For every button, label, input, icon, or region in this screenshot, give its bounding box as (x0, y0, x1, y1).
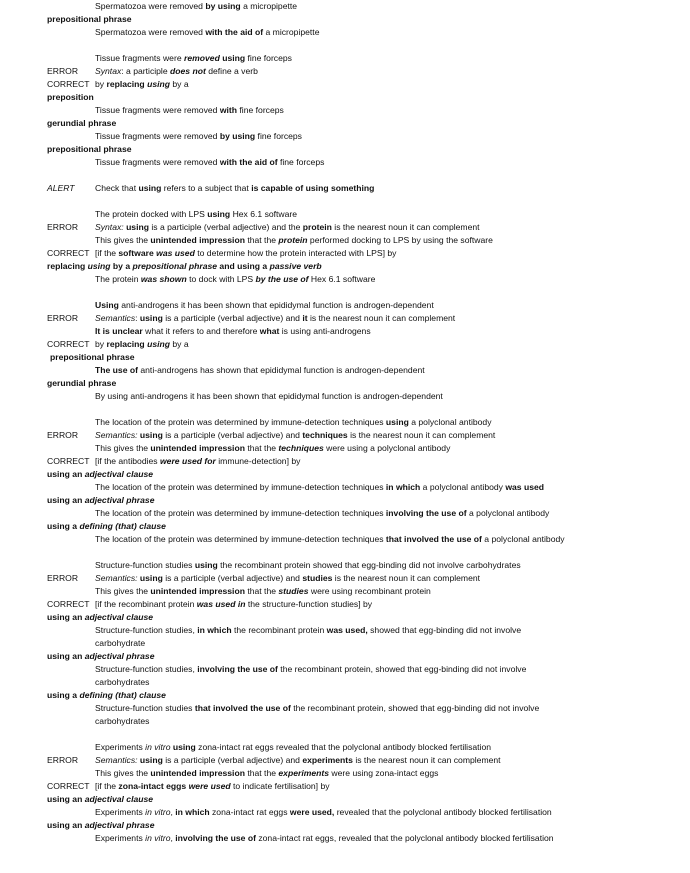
document-line (95, 702, 539, 715)
text-run: what it refers to and therefore (142, 326, 260, 336)
text-run: gerundial phrase (47, 378, 117, 388)
text-run: The location of the protein was determined by immune-detection techniques (95, 534, 386, 544)
text-run: [if the (95, 781, 119, 791)
document-line (95, 65, 258, 78)
text-run: immune-detection] by (215, 456, 301, 466)
document-line (95, 741, 491, 754)
text-run: fine forceps (237, 105, 284, 115)
text-run: involving the use of (175, 833, 256, 843)
text-run: a polyclonal antibody (420, 482, 506, 492)
document-line (95, 247, 396, 260)
document-line (95, 273, 375, 286)
text-run: Structure-function studies (95, 703, 195, 713)
text-run: was used, (326, 625, 368, 635)
text-run: ERROR (47, 313, 79, 323)
text-run: was used (505, 482, 545, 492)
text-run: unintended impression (150, 235, 245, 245)
text-run: is the nearest noun it can complement (331, 222, 480, 232)
text-run: were using zona-intact eggs (329, 768, 439, 778)
text-run: the recombinant protein (231, 625, 327, 635)
text-run: carbohydrates (95, 716, 150, 726)
text-run: Structure-function studies, (95, 625, 198, 635)
text-run: using (139, 313, 163, 323)
text-run: with the aid of (219, 157, 278, 167)
text-run: revealed that the polyclonal antibody blocked fertilisation (334, 807, 552, 817)
text-run: and (217, 261, 238, 271)
document-line (95, 585, 431, 598)
text-run: protein (302, 222, 332, 232)
text-run: with (219, 105, 238, 115)
text-run: CORRECT (47, 456, 90, 466)
document-line (47, 247, 90, 260)
text-run: CORRECT (47, 79, 90, 89)
document-line (95, 806, 552, 819)
document-line (47, 689, 166, 702)
text-run: techniques (278, 443, 324, 453)
document-line (95, 208, 297, 221)
text-run: defining (that) clause (79, 690, 166, 700)
text-run: the structure-function studies] by (245, 599, 373, 609)
text-run: The use of (95, 365, 138, 375)
text-run: unintended impression (150, 586, 245, 596)
text-run: ALERT (47, 183, 75, 193)
text-run: preposition (47, 92, 94, 102)
text-run: Semantics: (95, 430, 138, 440)
document-line (50, 351, 135, 364)
text-run: using an (47, 469, 85, 479)
text-run: by (95, 339, 107, 349)
text-run: CORRECT (47, 781, 90, 791)
text-run: prepositional phrase (132, 261, 218, 271)
text-run: using a (47, 521, 80, 531)
text-run: unintended impression (150, 768, 245, 778)
text-run: a (260, 261, 270, 271)
text-run: using (222, 53, 246, 63)
text-run: using an (47, 651, 85, 661)
text-run: By using anti-androgens it has been shown that epididymal function is androgen-dependent (95, 391, 443, 401)
text-run: CORRECT (47, 339, 90, 349)
text-run: Experiments (95, 742, 146, 752)
text-run: is a participle (verbal adjective) and (162, 755, 303, 765)
text-run: studies (302, 573, 333, 583)
document-line (47, 143, 132, 156)
text-run: Hex 6.1 software (230, 209, 298, 219)
text-run: involving the use of (385, 508, 467, 518)
text-run: a polyclonal antibody (481, 534, 565, 544)
text-run: ERROR (47, 755, 79, 765)
document-line (47, 117, 116, 130)
text-run: : (135, 313, 140, 323)
text-run: with the aid of (205, 27, 264, 37)
text-run: is a participle (verbal adjective) and (162, 430, 303, 440)
text-run: Spermatozoa were removed (95, 1, 206, 11)
text-run: It is unclear (95, 326, 143, 336)
text-run: involving the use of (197, 664, 278, 674)
document-line (47, 91, 94, 104)
text-run: Check that (95, 183, 139, 193)
text-run: experiments (278, 768, 330, 778)
text-run: passive verb (269, 261, 322, 271)
text-run: that involved the use of (385, 534, 482, 544)
document-line (47, 468, 153, 481)
text-run: the recombinant protein, showed that egg-binding did not involve (277, 664, 527, 674)
text-run: it (302, 313, 308, 323)
document-line (47, 572, 78, 585)
document-line (95, 0, 297, 13)
text-run: This gives the (95, 768, 151, 778)
text-run: Semantics: (95, 755, 138, 765)
document-line (95, 130, 302, 143)
text-run: was shown (140, 274, 187, 284)
document-line (47, 221, 78, 234)
text-run: CORRECT (47, 599, 90, 609)
document-line (47, 338, 90, 351)
text-run: The location of the protein was determined by immune-detection techniques (95, 508, 386, 518)
text-run: replacing (106, 339, 145, 349)
document-line (47, 13, 132, 26)
text-run: is using anti-androgens (279, 326, 371, 336)
text-run: using a (47, 690, 80, 700)
text-run: to dock with LPS (186, 274, 256, 284)
text-run: is the nearest noun it can complement (332, 573, 481, 583)
text-run: prepositional phrase (47, 144, 132, 154)
document-line (95, 182, 374, 195)
document-line (95, 78, 189, 91)
document-line (47, 793, 153, 806)
text-run: by using (219, 131, 256, 141)
document-line (95, 481, 544, 494)
text-run: CORRECT (47, 248, 90, 258)
document-line (95, 299, 434, 312)
text-run: Tissue fragments were (95, 53, 184, 63)
document-line (47, 260, 322, 273)
document-line (95, 559, 521, 572)
text-run: using (139, 573, 163, 583)
document-line (47, 754, 78, 767)
document-line (95, 442, 450, 455)
text-run: The protein (95, 274, 141, 284)
text-run: using (237, 261, 261, 271)
text-run: replacing (47, 261, 86, 271)
text-run: using (147, 79, 170, 89)
document-line (95, 572, 480, 585)
text-run: using (194, 560, 218, 570)
text-run: Tissue fragments were removed (95, 105, 220, 115)
document-line (47, 377, 116, 390)
text-run: Semantics (95, 313, 136, 323)
text-run: using (147, 339, 170, 349)
text-run: using (385, 417, 409, 427)
text-run: that the (244, 586, 279, 596)
text-run: in which (197, 625, 232, 635)
document-line (47, 780, 90, 793)
text-run: in which (175, 807, 210, 817)
text-run: adjectival clause (84, 794, 154, 804)
text-run: This gives the (95, 586, 151, 596)
text-run: that the (244, 235, 279, 245)
text-run: software (118, 248, 154, 258)
document-line (95, 715, 149, 728)
text-run: the recombinant protein showed that egg-binding did not involve carbohydrates (217, 560, 521, 570)
text-run: is capable of using something (251, 183, 375, 193)
document-line (95, 455, 300, 468)
document-line (95, 221, 480, 234)
document-line (95, 26, 319, 39)
text-run: Syntax: (95, 222, 127, 232)
text-run: prepositional phrase (47, 14, 132, 24)
text-run: is the nearest noun it can complement (352, 755, 501, 765)
document-line (47, 650, 154, 663)
document-line (47, 182, 75, 195)
document-line (95, 637, 145, 650)
text-run: adjectival clause (84, 612, 154, 622)
text-run: what (259, 326, 280, 336)
text-run: The location of the protein was determined by immune-detection techniques (95, 482, 386, 492)
document-line (95, 507, 549, 520)
document-line (95, 325, 371, 338)
text-run: was used in (196, 599, 246, 609)
text-run: This gives the (95, 235, 151, 245)
text-run: the recombinant protein, showed that egg-binding did not involve (290, 703, 540, 713)
document-line (95, 676, 149, 689)
text-run: zona-intact rat eggs, revealed that the polyclonal antibody blocked fertilisation (255, 833, 554, 843)
text-run: adjectival clause (84, 469, 154, 479)
text-run: in vitro (145, 742, 171, 752)
text-run: using an (47, 612, 85, 622)
text-run: , (170, 833, 176, 843)
text-run: were used, (289, 807, 335, 817)
text-run: is the nearest noun it can complement (347, 430, 496, 440)
text-run: The location of the protein was determined by immune-detection techniques (95, 417, 386, 427)
text-run: , (170, 807, 176, 817)
text-run: by the use of (255, 274, 309, 284)
text-run: unintended impression (150, 443, 245, 453)
text-run: ERROR (47, 66, 79, 76)
text-run: was used (156, 248, 195, 258)
document-line (95, 156, 324, 169)
text-run: in vitro (145, 833, 171, 843)
text-run: [if the recombinant protein (95, 599, 197, 609)
text-run: to determine how the protein interacted with LPS] by (194, 248, 397, 258)
text-run: fine forceps (277, 157, 325, 167)
document-line (95, 390, 443, 403)
text-run: removed (184, 53, 220, 63)
text-run: studies (278, 586, 309, 596)
text-run: defining (that) clause (79, 521, 166, 531)
text-run: zona-intact eggs (118, 781, 187, 791)
document-line (47, 520, 166, 533)
text-run: using (138, 183, 162, 193)
text-run: were used for (159, 456, 216, 466)
text-run: adjectival phrase (84, 651, 155, 661)
text-run: to indicate fertilisation] by (230, 781, 330, 791)
text-run: refers to a subject that (161, 183, 252, 193)
text-run: Structure-function studies (95, 560, 195, 570)
text-run: a polyclonal antibody (466, 508, 550, 518)
text-run: showed that egg-binding did not involve (367, 625, 522, 635)
text-run: ERROR (47, 430, 79, 440)
text-run: The protein docked with LPS (95, 209, 208, 219)
document-line (47, 455, 90, 468)
text-run: is a participle (verbal adjective) and (162, 313, 303, 323)
document-line (95, 767, 438, 780)
text-run: by a (170, 339, 189, 349)
document-line (95, 533, 565, 546)
document-line (47, 78, 90, 91)
text-run: in which (385, 482, 421, 492)
text-run: is a participle (verbal adjective) and (162, 573, 303, 583)
text-run: Spermatozoa were removed (95, 27, 206, 37)
text-run: experiments (302, 755, 353, 765)
text-run: : a participle (121, 66, 171, 76)
text-run: [if the (95, 248, 119, 258)
text-run: a polyclonal antibody (408, 417, 492, 427)
text-run: Syntax (95, 66, 122, 76)
text-run: anti-androgens has shown that epididymal function is androgen-dependent (137, 365, 425, 375)
document-line (95, 52, 292, 65)
document-line (95, 624, 521, 637)
text-run: techniques (302, 430, 348, 440)
document-line (95, 832, 554, 845)
text-run: is the nearest noun it can complement (307, 313, 456, 323)
text-run: Structure-function studies, (95, 664, 198, 674)
text-run: replacing (106, 79, 145, 89)
text-run: by using (205, 1, 241, 11)
text-run: fine forceps (245, 53, 292, 63)
document-line (95, 780, 330, 793)
document-line (47, 312, 78, 325)
document-line (95, 416, 492, 429)
text-run: carbohydrate (95, 638, 146, 648)
text-run: using an (47, 820, 85, 830)
text-run: using an (47, 794, 85, 804)
text-run: in vitro (145, 807, 171, 817)
text-run: that involved the use of (194, 703, 291, 713)
text-run: gerundial phrase (47, 118, 117, 128)
text-run: were using recombinant protein (308, 586, 431, 596)
text-run: a micropipette (263, 27, 320, 37)
text-run: using (87, 261, 111, 271)
text-run: protein (278, 235, 308, 245)
text-run: Hex 6.1 software (308, 274, 376, 284)
document-line (95, 754, 501, 767)
document-line (95, 104, 284, 117)
text-run: ERROR (47, 222, 79, 232)
text-run: using (139, 430, 163, 440)
text-run: were used (188, 781, 231, 791)
text-run: using (172, 742, 196, 752)
text-run: define a verb (205, 66, 258, 76)
text-run: that the (244, 768, 279, 778)
text-run: adjectival phrase (84, 495, 155, 505)
document-line (95, 429, 495, 442)
text-run: Using (95, 300, 119, 310)
text-run: Experiments (95, 833, 146, 843)
text-run: fine forceps (255, 131, 302, 141)
text-run: using (139, 755, 163, 765)
text-run: This gives the (95, 443, 151, 453)
document-line (95, 364, 425, 377)
text-run: by a (170, 79, 189, 89)
text-run: using (207, 209, 231, 219)
document-line (47, 65, 78, 78)
text-run: does not (170, 66, 206, 76)
text-run: Tissue fragments were removed (95, 131, 220, 141)
text-run: is a participle (verbal adjective) and the (148, 222, 303, 232)
document-line (95, 598, 372, 611)
document-line (47, 598, 90, 611)
document-line (47, 819, 154, 832)
text-run: carbohydrates (95, 677, 150, 687)
text-run: [if the antibodies (95, 456, 160, 466)
text-run: Tissue fragments were removed (95, 157, 220, 167)
text-run: were using a polyclonal antibody (323, 443, 451, 453)
text-run: zona-intact rat eggs (209, 807, 290, 817)
document-line (95, 312, 455, 325)
document-line (47, 494, 154, 507)
text-run: that the (244, 443, 279, 453)
text-run: using an (47, 495, 85, 505)
text-run: by (95, 79, 107, 89)
text-run: using (126, 222, 149, 232)
text-run: anti-androgens it has been shown that epididymal function is androgen-dependent (118, 300, 434, 310)
text-run: prepositional phrase (50, 352, 135, 362)
text-run: performed docking to LPS by using the software (307, 235, 493, 245)
text-run: Semantics: (95, 573, 138, 583)
text-run: a micropipette (240, 1, 298, 11)
text-run: zona-intact rat eggs revealed that the polyclonal antibody blocked fertilisation (195, 742, 492, 752)
document-line (95, 338, 189, 351)
document-line (95, 663, 526, 676)
text-run: by a (110, 261, 133, 271)
text-run: Experiments (95, 807, 146, 817)
document-line (47, 429, 78, 442)
text-run: adjectival phrase (84, 820, 155, 830)
text-run: ERROR (47, 573, 79, 583)
document-line (47, 611, 153, 624)
document-line (95, 234, 493, 247)
